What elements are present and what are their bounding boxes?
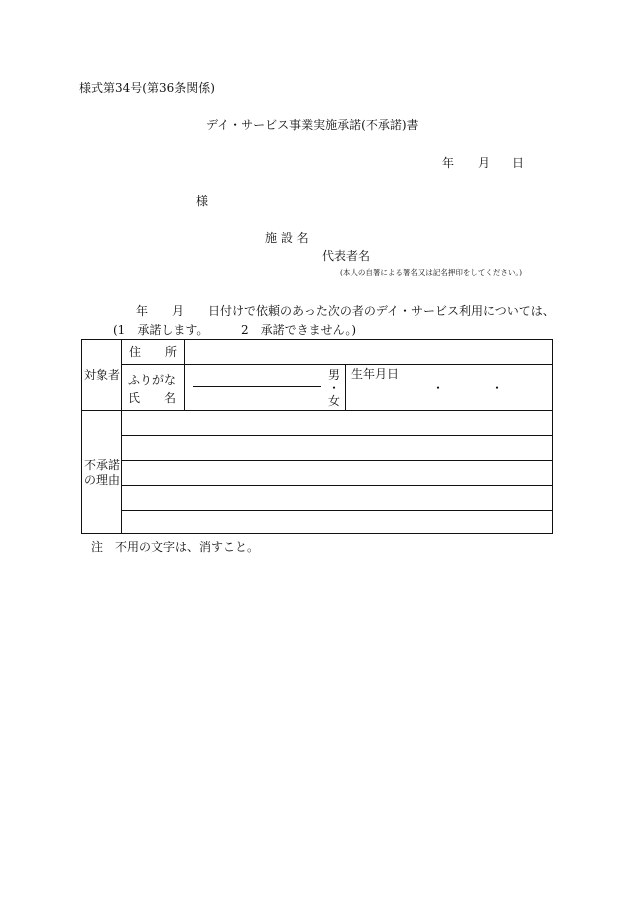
gender-male: 男	[328, 368, 341, 382]
table-line	[121, 485, 553, 486]
table-line	[121, 339, 122, 534]
form-number: 様式第34号(第36条関係)	[79, 81, 215, 95]
signature-note: (本人の自署による署名又は記名押印をしてください。)	[340, 268, 523, 277]
addressee-suffix: 様	[196, 194, 209, 208]
date-year: 年	[442, 156, 455, 170]
birthdate-separator-1: ・	[432, 381, 445, 395]
table-line	[121, 510, 553, 511]
rejection-reason-label: 不承諾 の理由	[84, 458, 121, 487]
birthdate-label: 生年月日	[351, 367, 400, 381]
subject-label: 対象者	[84, 368, 121, 382]
subject-table	[81, 339, 553, 534]
date-month: 月	[478, 156, 491, 170]
table-line	[121, 460, 553, 461]
body-year: 年	[136, 304, 149, 318]
address-label: 住 所	[129, 345, 178, 359]
birthdate-separator-2: ・	[491, 381, 504, 395]
table-line	[81, 410, 553, 411]
table-line	[184, 339, 185, 411]
representative-label: 代表者名	[322, 249, 371, 263]
document-title: デイ・サービス事業実施承諾(不承諾)書	[206, 118, 419, 132]
table-line	[121, 364, 553, 365]
gender-separator: ・	[328, 381, 341, 395]
furigana-underline	[193, 386, 321, 387]
furigana-label: ふりがな	[128, 373, 177, 387]
footnote: 注 不用の文字は、消すこと。	[91, 540, 260, 554]
body-text: 日付けで依頼のあった次の者のデイ・サービス利用については、	[208, 304, 555, 318]
option-reject: 2 承諾できません。)	[241, 323, 357, 337]
date-day: 日	[512, 156, 525, 170]
gender-female: 女	[328, 394, 341, 408]
facility-name-label: 施 設 名	[265, 231, 309, 245]
body-month: 月	[172, 304, 185, 318]
table-line	[345, 364, 346, 411]
table-line	[121, 435, 553, 436]
option-approve: (1 承諾します。	[113, 323, 209, 337]
name-label: 氏 名	[128, 391, 177, 405]
